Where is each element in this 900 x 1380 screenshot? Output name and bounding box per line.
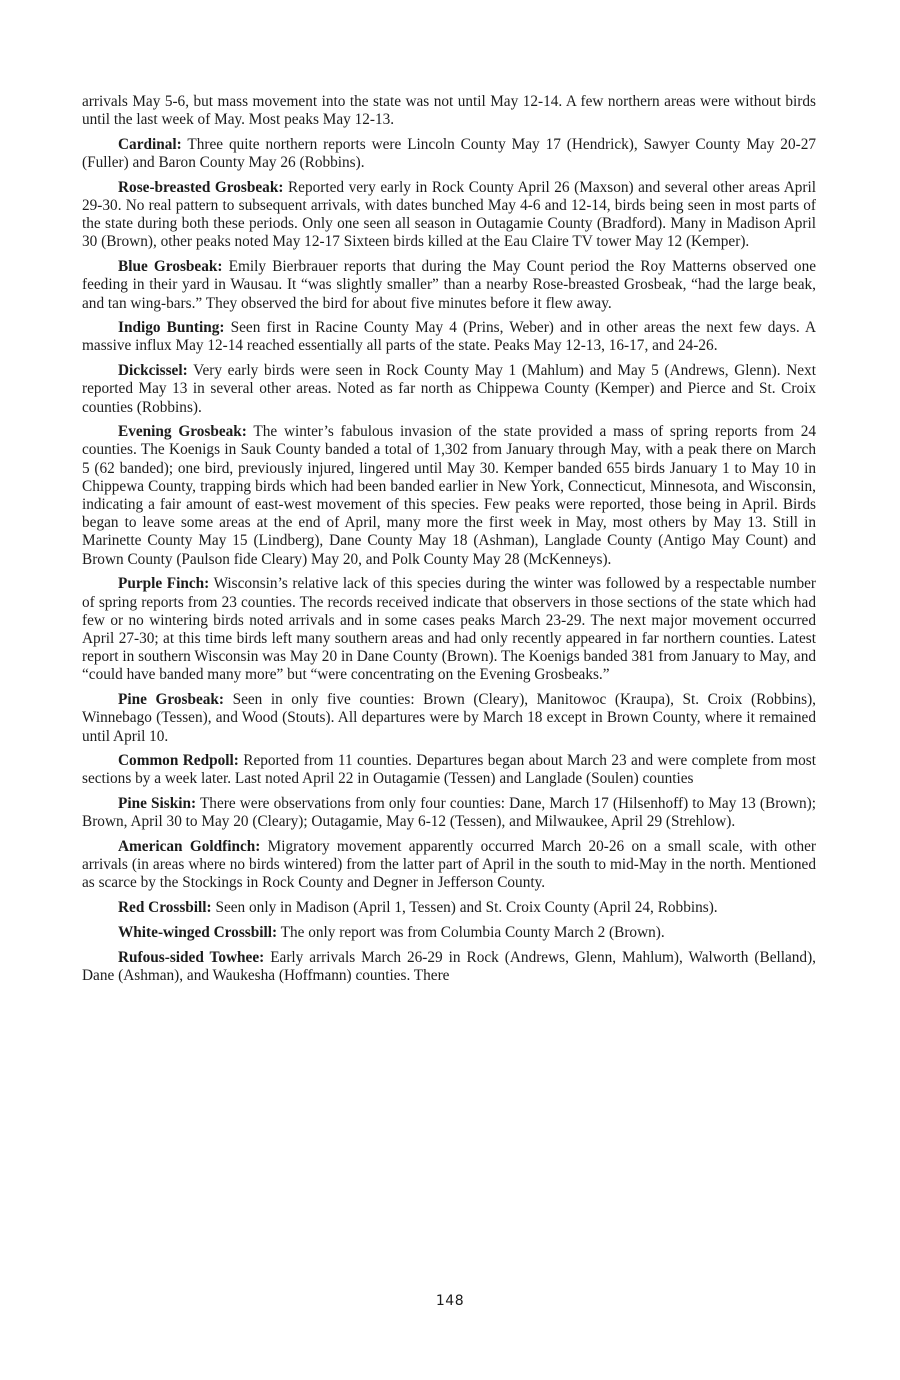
entry-american-goldfinch [82, 838, 816, 893]
species-name: Cardinal: [118, 135, 182, 153]
entry-text: Reported very early in Rock County April 26 (Maxson) and several other areas April 29-30. No real pattern to subsequent arrivals, with dates bunched May 4-6 and 12-14, birds being seen in most parts of the state during both these periods. Only one seen all season in Outagamie County (Bradford). Many in Madison April 30 (Brown), other peaks noted May 12-17 Sixteen birds killed at the Eau Claire TV tower May 12 (Kemper). [82, 178, 816, 251]
species-name: White-winged Crossbill: [118, 923, 278, 941]
entry-red-crossbill [82, 899, 816, 917]
entry-text: Seen first in Racine County May 4 (Prins, Weber) and in other areas the next few days. A massive influx May 12-14 reached essentially all parts of the state. Peaks May 12-13, 16-17, and 24-26. [82, 319, 816, 355]
species-name: Purple Finch: [118, 575, 210, 593]
entry-text: Wisconsin’s relative lack of this species during the winter was followed by a respectable number of spring reports from 23 counties. The records received indicate that observers in those sections of the state which had few or no wintering birds noted arrivals and in some cases peaks March 23-29. The next major movement occurred April 27-30; at this time birds left many southern areas and had only recently appeared in far northern counties. Latest report in southern Wisconsin was May 20 in Dane County (Brown). The Koenigs banded 381 from January to May, and “could have banded many more” but “were concentrating on the Evening Grosbeaks.” [82, 575, 816, 684]
entry-text: Early arrivals March 26-29 in Rock (Andrews, Glenn, Mahlum), Walworth (Belland), Dane (Ashman), and Waukesha (Hoffmann) counties. There [82, 948, 816, 984]
species-name: Dickcissel: [118, 362, 188, 380]
entry-rufous-sided-towhee [82, 949, 816, 985]
entry-text: Emily Bierbrauer reports that during the May Count period the Roy Matterns observed one feeding in their yard in Wausau. It “was slightly smaller” than a nearby Rose-breasted Grosbeak, “had the large beak, and tan wing-bars.” They observed the bird for about five minutes before it flew away. [82, 258, 817, 312]
entry-text: Very early birds were seen in Rock County May 1 (Mahlum) and May 5 (Andrews, Glenn). Next reported May 13 in several other areas. Noted as far north as Chippewa County (Kemper) and Pierce and St. Croix counties (Robbins). [82, 362, 816, 416]
entry-rose-breasted-grosbeak [82, 179, 816, 252]
entry-text: Three quite northern reports were Lincoln County May 17 (Hendrick), Sawyer County May 20-27 (Fuller) and Baron County May 26 (Robbins). [82, 135, 816, 172]
entry-text: Migratory movement apparently occurred March 20-26 on a small scale, with other arrivals (in areas where no birds wintered) from the latter part of April in the south to mid-May in the north. Mentioned as scarce by the Stockings in Rock County and Degner in Jefferson County. [82, 838, 816, 892]
species-name: Red Crossbill: [118, 899, 212, 917]
page-number: 148 [435, 1293, 465, 1309]
entry-dickcissel [82, 362, 816, 417]
species-name: Pine Grosbeak: [118, 691, 224, 709]
entry-pine-grosbeak [82, 691, 816, 746]
entry-text: There were observations from only four counties: Dane, March 17 (Hilsenhoff) to May 13 (Brown); Brown, April 30 to May 20 (Cleary); Outagamie, May 6-12 (Tessen), and Milwaukee, April 29 (Strehlow). [82, 795, 816, 831]
entry-cardinal [82, 136, 816, 172]
document-body [82, 93, 816, 991]
entry-text: The winter’s fabulous invasion of the state provided a mass of spring reports from 24 counties. The Koenigs in Sauk County banded a total of 1,302 from January through May, with a peak there on March 5 (62 banded); one bird, previously injured, lingered until May 30. Kemper banded 655 birds January 1 to May 10 in Chippewa County, trapping birds which had been banded earlier in New York, Connecticut, Minnesota, and Wisconsin, indicating a fair amount of east-west movement of this species. Few peaks were reported, those being in April. Birds began to leave some areas at the end of April, many more the first week in May, most others by May 13. Still in Marinette County May 15 (Lindberg), Dane County May 18 (Ashman), Langlade County (Antigo May Count) and Brown County (Paulson fide Cleary) May 20, and Polk County May 28 (McKenneys). [82, 423, 816, 568]
species-name: Blue Grosbeak: [118, 258, 223, 276]
entry-text: Seen only in Madison (April 1, Tessen) and St. Croix County (April 24, Robbins). [215, 899, 718, 917]
species-name: Pine Siskin: [118, 795, 197, 813]
entry-purple-finch [82, 575, 816, 684]
entry-text: Reported from 11 counties. Departures began about March 23 and were complete from most sections by a week later. Last noted April 22 in Outagamie (Tessen) and Langlade (Soulen) counties [82, 752, 816, 788]
species-name: Evening Grosbeak: [118, 423, 247, 441]
species-name: Rose-breasted Grosbeak: [118, 178, 284, 196]
entry-blue-grosbeak [82, 258, 816, 313]
entry-indigo-bunting [82, 319, 816, 355]
species-name: Common Redpoll: [118, 752, 239, 770]
entry-evening-grosbeak [82, 423, 816, 569]
species-name: American Goldfinch: [118, 838, 261, 856]
entry-pine-siskin [82, 795, 816, 831]
continuation-paragraph: arrivals May 5-6, but mass movement into the state was not until May 12-14. A few northern areas were without birds until the last week of May. Most peaks May 12-13. [82, 93, 816, 129]
entry-common-redpoll [82, 752, 816, 788]
entry-white-winged-crossbill [82, 924, 816, 942]
species-name: Indigo Bunting: [118, 319, 225, 337]
entry-text: The only report was from Columbia County March 2 (Brown). [280, 923, 665, 941]
entry-text: Seen in only five counties: Brown (Cleary), Manitowoc (Kraupa), St. Croix (Robbins), Winnebago (Tessen), and Wood (Stouts). All departures were by March 18 except in Brown County, where it remained until April 10. [82, 691, 816, 745]
species-name: Rufous-sided Towhee: [118, 948, 265, 966]
